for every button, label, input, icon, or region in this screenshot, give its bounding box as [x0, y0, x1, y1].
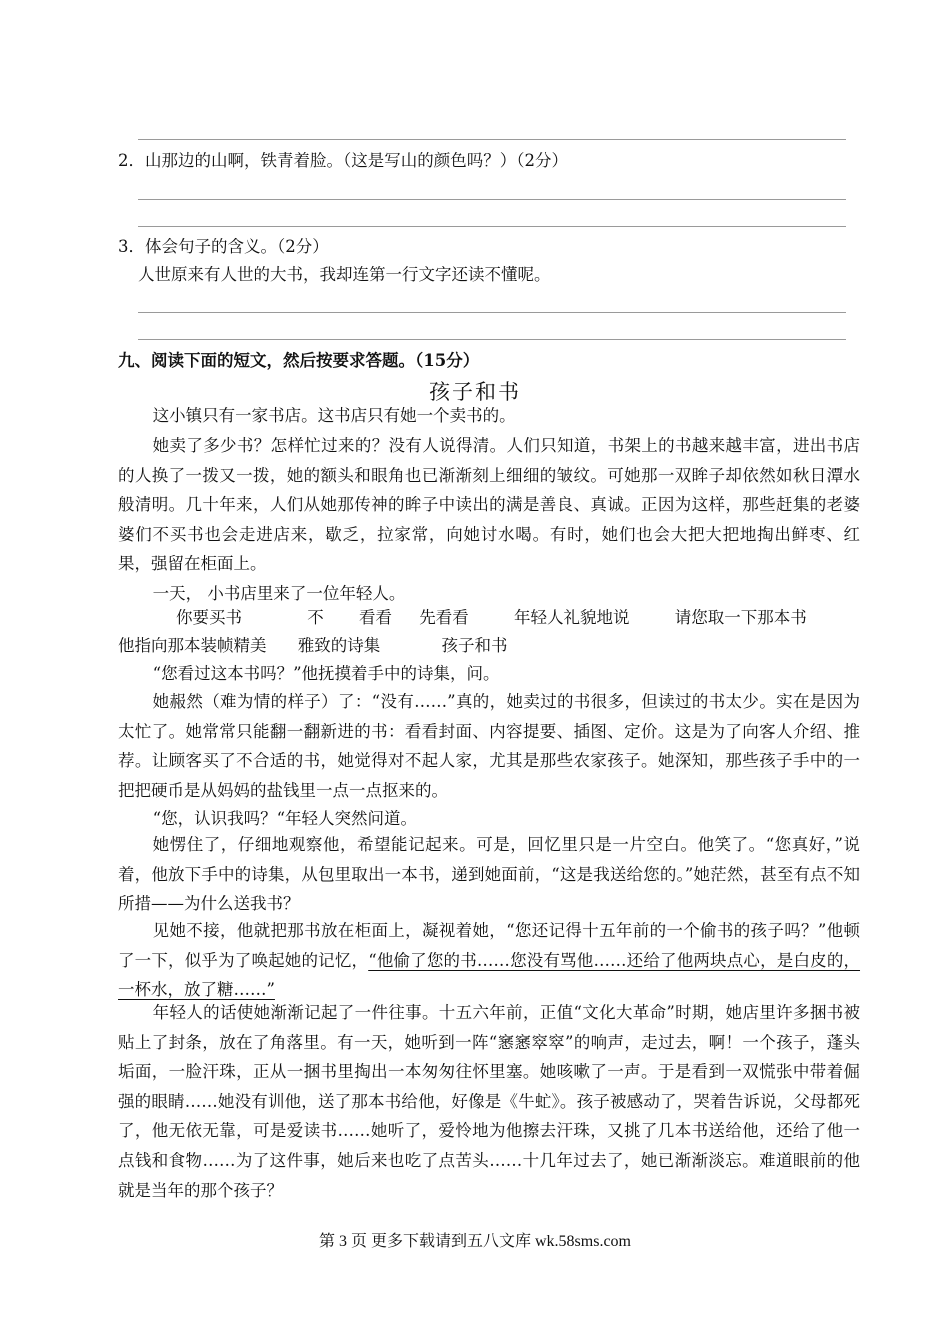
- answer-line: [138, 312, 846, 313]
- paragraph-1: 这小镇只有一家书店。这书店只有她一个卖书的。: [152, 406, 516, 425]
- fragment: 雅致的诗集: [297, 636, 381, 655]
- paragraph-11: 年轻人的话使她渐渐记起了一件往事。十五六年前，正值“文化大革命”时期，她店里许多捆书被贴上了封条，放在了角落里。有一天，她听到一阵“窸窸窣窣”的响声，走过去，啊！一个孩子，蓬头垢面，一脸汗珠，正从一捆书里掏出一本匆匆往怀里塞。她咳嗽了一声。于是看到一双慌张中带着倔强的眼睛……她没有训他，送了那本书给他，好像是《牛虻》。孩子被感动了，哭着告诉说，父母都死了，他无依无靠，可是爱读书……她听了，爱怜地为他擦去汗珠，又挑了几本书送给他，还给了他一点钱和食物……为了这件事，她后来也吃了点苦头……十几年过去了，她已渐渐淡忘。难道眼前的他就是当年的那个孩子？: [118, 1003, 860, 1200]
- passage-title: 孩子和书: [429, 380, 521, 404]
- underlined-sentence: “他偷了您的书……您没有骂他……还给了他两块点心，是白皮的，一杯水，放了糖……”: [118, 950, 861, 1000]
- paragraph-6: “您看过这本书吗？”他抚摸着手中的诗集，问。: [152, 664, 500, 683]
- fragment: 孩子和书: [441, 636, 508, 655]
- fragment: 不: [307, 608, 324, 627]
- fragment: 你要买书: [176, 608, 242, 627]
- answer-line: [138, 339, 846, 340]
- fragment: 年轻人礼貌地说: [514, 608, 630, 627]
- paragraph-9: 她愣住了，仔细地观察他，希望能记起来。可是，回忆里只是一片空白。他笑了。“您真好，”说着，他放下手中的诗集，从包里取出一本书，递到她面前，“这是我送给您的。”她茫然，甚至有点不知所措——为什么送我书？: [118, 835, 860, 914]
- paragraph-10: [118, 916, 860, 1005]
- question-3-quote: 人世原来有人世的大书，我却连第一行文字还读不懂呢。: [138, 265, 551, 284]
- paragraph-3: 一天， 小书店里来了一位年轻人。: [152, 584, 406, 603]
- paragraph-8: “您，认识我吗？“年轻人突然问道。: [152, 809, 418, 828]
- answer-line: [138, 199, 846, 200]
- section-heading: 九、阅读下面的短文，然后按要求答题。（15分）: [118, 351, 480, 370]
- paragraph-7: 她赧然（难为情的样子）了：“没有……”真的，她卖过的书很多，但读过的书太少。实在是因为太忙了。她常常只能翻一翻新进的书：看看封面、内容提要、插图、定价。这是为了向客人介绍、推荐。让顾客买了不合适的书，她觉得对不起人家，尤其是那些农家孩子。她深知，那些孩子手中的一把把硬币是从妈妈的盐钱里一点一点抠来的。: [118, 692, 860, 800]
- fragment: 请您取一下那本书: [674, 608, 807, 627]
- answer-line: [138, 139, 846, 140]
- fragment: 看看: [359, 608, 392, 627]
- fragment: 他指向那本装帧精美: [118, 636, 267, 655]
- fragment: 先看看: [419, 608, 469, 627]
- page-footer: 第 3 页 更多下载请到五八文库 wk.58sms.com: [318, 1233, 631, 1250]
- question-2: 2．山那边的山啊，铁青着脸。（这是写山的颜色吗？）（2分）: [118, 151, 568, 170]
- answer-line: [138, 226, 846, 227]
- paragraph-4: [118, 603, 860, 633]
- question-3: 3．体会句子的含义。（2分）: [118, 237, 329, 256]
- paragraph-10-text: 见她不接，他就把那书放在柜面上，凝视着她，“您还记得十五年前的一个偷书的孩子吗？”他顿了一下，似乎为了唤起她的记忆，: [118, 921, 860, 970]
- paragraph-2: 她卖了多少书？怎样忙过来的？没有人说得清。人们只知道，书架上的书越来越丰富，进出书店的人换了一拨又一拨，她的额头和眼角也已渐渐刻上细细的皱纹。可她那一双眸子却依然如秋日潭水般清明。几十年来，人们从她那传神的眸子中读出的满是善良、真诚。正因为这样，那些赶集的老婆婆们不买书也会走进店来，歇乏，拉家常，向她讨水喝。有时，她们也会大把大把地掏出鲜枣、红果，强留在柜面上。: [118, 436, 860, 574]
- paragraph-5: [118, 631, 860, 661]
